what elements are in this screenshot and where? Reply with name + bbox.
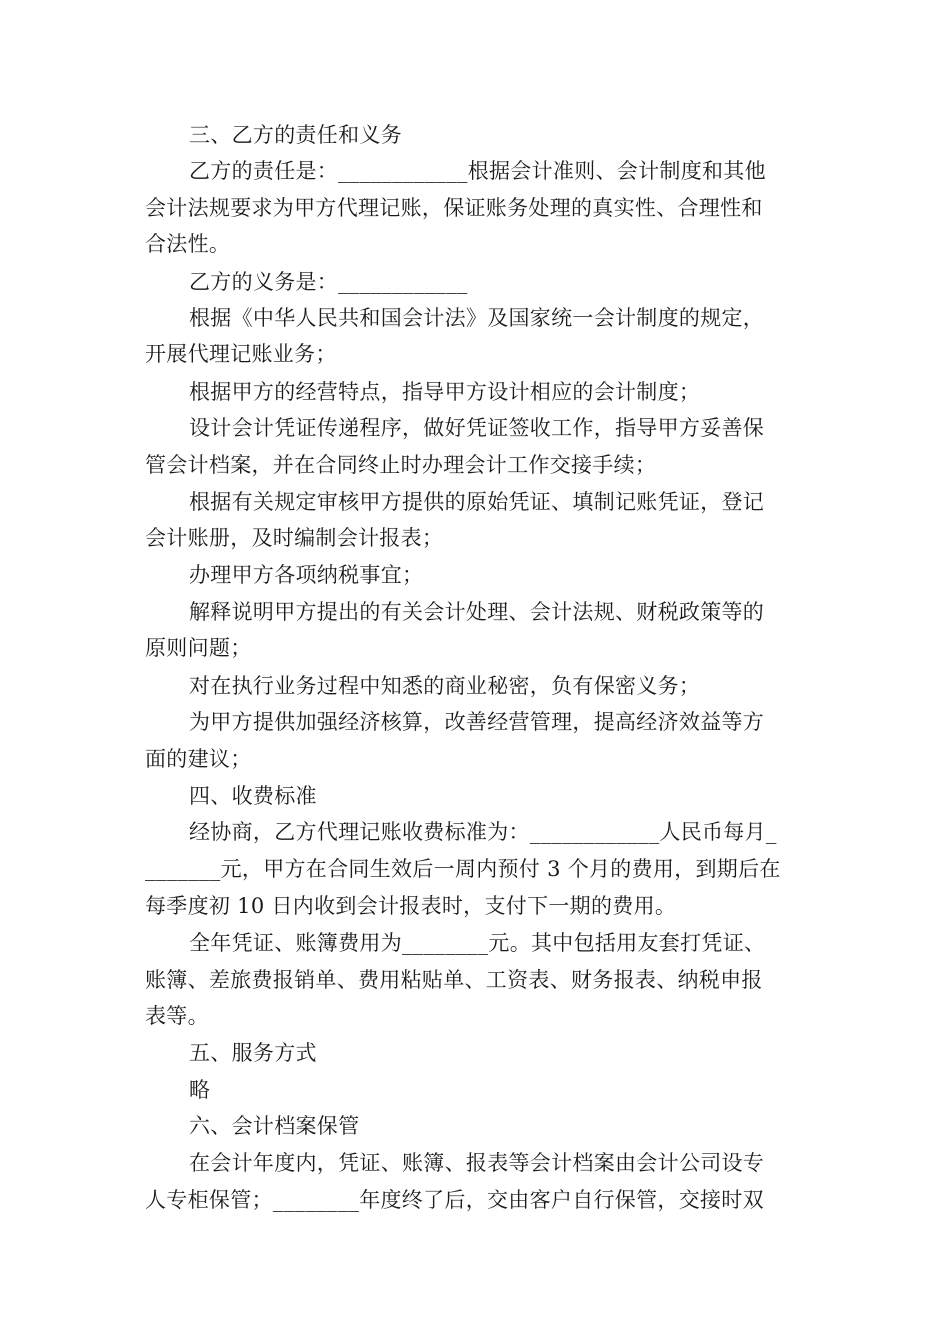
section-heading-4: 四、收费标准: [189, 784, 317, 808]
paragraph-line: 全年凭证、账簿费用为________元。其中包括用友套打凭证、: [189, 931, 766, 955]
paragraph-line: 每季度初 10 日内收到会计报表时，支付下一期的费用。: [145, 894, 677, 918]
paragraph-line: 面的建议；: [145, 747, 252, 771]
paragraph-line: 表等。: [145, 1004, 209, 1028]
paragraph-line: 对在执行业务过程中知悉的商业秘密，负有保密义务；: [189, 674, 701, 698]
paragraph-line: 会计法规要求为甲方代理记账，保证账务处理的真实性、合理性和: [145, 196, 763, 220]
paragraph-line: 为甲方提供加强经济核算，改善经营管理，提高经济效益等方: [189, 710, 765, 734]
paragraph-line: 开展代理记账业务；: [145, 342, 337, 366]
paragraph-line: 乙方的责任是：____________根据会计准则、会计制度和其他: [189, 159, 766, 183]
section-heading-6: 六、会计档案保管: [189, 1114, 360, 1138]
paragraph-line: 根据有关规定审核甲方提供的原始凭证、填制记账凭证，登记: [189, 490, 765, 514]
paragraph-line: 略: [189, 1078, 211, 1102]
paragraph-line: 根据甲方的经营特点，指导甲方设计相应的会计制度；: [189, 380, 701, 404]
paragraph-line: 账簿、差旅费报销单、费用粘贴单、工资表、财务报表、纳税申报: [145, 968, 763, 992]
paragraph-line: 解释说明甲方提出的有关会计处理、会计法规、财税政策等的: [189, 600, 765, 624]
paragraph-line: 根据《中华人民共和国会计法》及国家统一会计制度的规定，: [189, 306, 765, 330]
paragraph-line: 原则问题；: [145, 636, 252, 660]
section-heading-5: 五、服务方式: [189, 1041, 317, 1065]
paragraph-line: 乙方的义务是：____________: [189, 270, 468, 294]
paragraph-line: 在会计年度内，凭证、账簿、报表等会计档案由会计公司设专: [189, 1151, 765, 1175]
paragraph-line: 合法性。: [145, 232, 231, 256]
paragraph-line: 设计会计凭证传递程序，做好凭证签收工作，指导甲方妥善保: [189, 416, 765, 440]
paragraph-line: 会计账册，及时编制会计报表；: [145, 526, 444, 550]
paragraph-line: _______元，甲方在合同生效后一周内预付 3 个月的费用，到期后在: [145, 857, 781, 881]
paragraph-line: 经协商，乙方代理记账收费标准为：____________人民币每月_: [189, 820, 777, 844]
paragraph-line: 办理甲方各项纳税事宜；: [189, 563, 424, 587]
section-heading-3: 三、乙方的责任和义务: [189, 123, 402, 147]
paragraph-line: 人专柜保管；________年度终了后，交由客户自行保管，交接时双: [145, 1188, 764, 1212]
paragraph-line: 管会计档案，并在合同终止时办理会计工作交接手续；: [145, 453, 657, 477]
